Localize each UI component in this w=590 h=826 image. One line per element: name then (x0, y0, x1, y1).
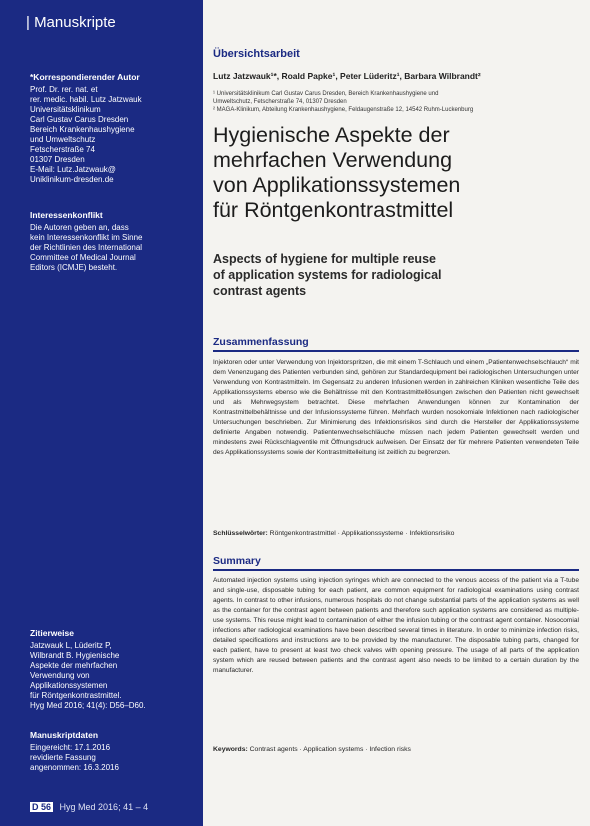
conflict-text: Die Autoren geben an, dass kein Interessenkonflikt im Sinne der Richtlinien des International Committee of Medical Journal Editors (ICMJE) besteht. (30, 223, 143, 272)
summary-rule (213, 569, 579, 571)
page-number: D 56 (32, 802, 52, 812)
affiliations: ¹ Universitätsklinikum Carl Gustav Carus Dresden, Bereich Krankenhaushygiene und Umweltschutz, Fetscherstraße 74, 01307 Dresden ² MAGA-Klinikum, Abteilung Krankenhaushygiene, Feldaugenstraße 12, 14542 Ruhm-Luckenburg (213, 91, 474, 113)
summary-text: Automated injection systems using injection syringes which are connected to the venous access of the patient via a T-tube and single-use, disposable tubing for each patient, are common equipment for radiological examinations using contrast agents. In contrast to other infusions, numerous hospitals do not change substantial parts of the application systems as well as the container for the contrast agent between patients and therefore such application systems are considered as multiple-use systems. This reuse might lead to contamination of either the infusion tubing or the contrast agent container. Nosocomial infections after radiological examinations have been described several times in literature. In order to minimize infection risks, detailed specifications and instructions are to be provided by the manufacturer. The disposable tubing parts, changed for each patient, have to present at least two check valves with opening pressure. The usage of all parts of the application system which are reused between patients and the contrast agent also needs to be limited to a certain duration by the manufacturer. (213, 577, 579, 674)
manuscript-data-block (30, 730, 195, 773)
keywords-values: Contrast agents · Application systems · Infection risks (249, 746, 411, 753)
section-title: | Manuskripte (26, 14, 116, 31)
keywords (213, 746, 411, 753)
citation-block (30, 628, 195, 711)
zusammenfassung-rule (213, 350, 579, 352)
zusammenfassung-text: Injektoren oder unter Verwendung von Injektorspritzen, die mit einem T-Schlauch und einem „Patientenwechselschlauch“ mit dem Venenzugang des Patienten verbunden sind, gehören zur Standardequipment bei radiologischen Untersuchungen unter Verwendung von Kontrastmitteln. Im Gegensatz zu anderen Infusionen werden in zahlreichen Kliniken wesentliche Teile des Applikationssystems ebenso wie die Behältnisse mit den Kontrastmittellösungen zwischen den Patienten nicht gewechselt und als Mehrwegsystem betrachtet. Diese mehrfachen Anwendungen können zur Kontamination der Kontrastmittelbehältnisse und der Infusionssysteme führen. Mehrfach wurden nosokomiale Infektionen nach radiologischer Untersuchungen beschrieben. Zur Minimierung des Infektionsrisikos sind durch die Hersteller der Applikationssysteme definierte Angaben notwendig. Patientenwechselschläuche müssen nach jedem Patienten gewechselt werden und mindestens zwei Rückschlagventile mit Öffnungsdruck aufweisen. Der Einsatz der für mehrere Patienten verwendeten Teile des Applikationssystems sowie der Kontrastmittelleitung ist zeitlich zu begrenzen. (213, 359, 579, 456)
manuscript-text: Eingereicht: 17.1.2016 revidierte Fassung angenommen: 16.3.2016 (30, 743, 119, 772)
citation-text: Jatzwauk L, Lüderitz P, Wilbrandt B. Hygienische Aspekte der mehrfachen Verwendung von Applikationssystemen für Röntgenkontrastmittel. Hyg Med 2016; 41(4): D56–D60. (30, 641, 146, 710)
schluesselwoerter-label: Schlüsselwörter: (213, 530, 268, 537)
article-type: Übersichtsarbeit (213, 48, 300, 60)
corresponding-author-heading: *Korrespondierender Autor (30, 72, 140, 82)
manuscript-heading: Manuskriptdaten (30, 730, 99, 740)
corresponding-author-block (30, 72, 195, 185)
schluesselwoerter-values: Röntgenkontrastmittel · Applikationssysteme · Infektionsrisiko (269, 530, 455, 537)
journal-reference: Hyg Med 2016; 41 – 4 (59, 802, 149, 812)
conflict-heading: Interessenkonflikt (30, 210, 103, 220)
zusammenfassung-heading: Zusammenfassung (213, 336, 309, 348)
summary-heading: Summary (213, 555, 261, 567)
citation-heading: Zitierweise (30, 628, 74, 638)
corresponding-author-text: Prof. Dr. rer. nat. et rer. medic. habil. Lutz Jatzwauk Universitätsklinikum Carl Gustav Carus Dresden Bereich Krankenhaushygiene und Umweltschutz Fetscherstraße 74 01307 Dresden E-Mail: Lutz.Jatzwauk@ Uniklinikum-dresden.de (30, 85, 142, 184)
keywords-label: Keywords: (213, 746, 248, 753)
page-footer (30, 802, 148, 812)
conflict-of-interest-block (30, 210, 195, 273)
title-english: Aspects of hygiene for multiple reuse of application systems for radiological contrast agents (213, 252, 442, 298)
schluesselwoerter (213, 530, 454, 537)
authors: Lutz Jatzwauk¹*, Roald Papke¹, Peter Lüderitz¹, Barbara Wilbrandt² (213, 71, 481, 81)
title-german: Hygienische Aspekte der mehrfachen Verwendung von Applikationssystemen für Röntgenkontrastmittel (213, 123, 461, 222)
sidebar (0, 0, 203, 826)
